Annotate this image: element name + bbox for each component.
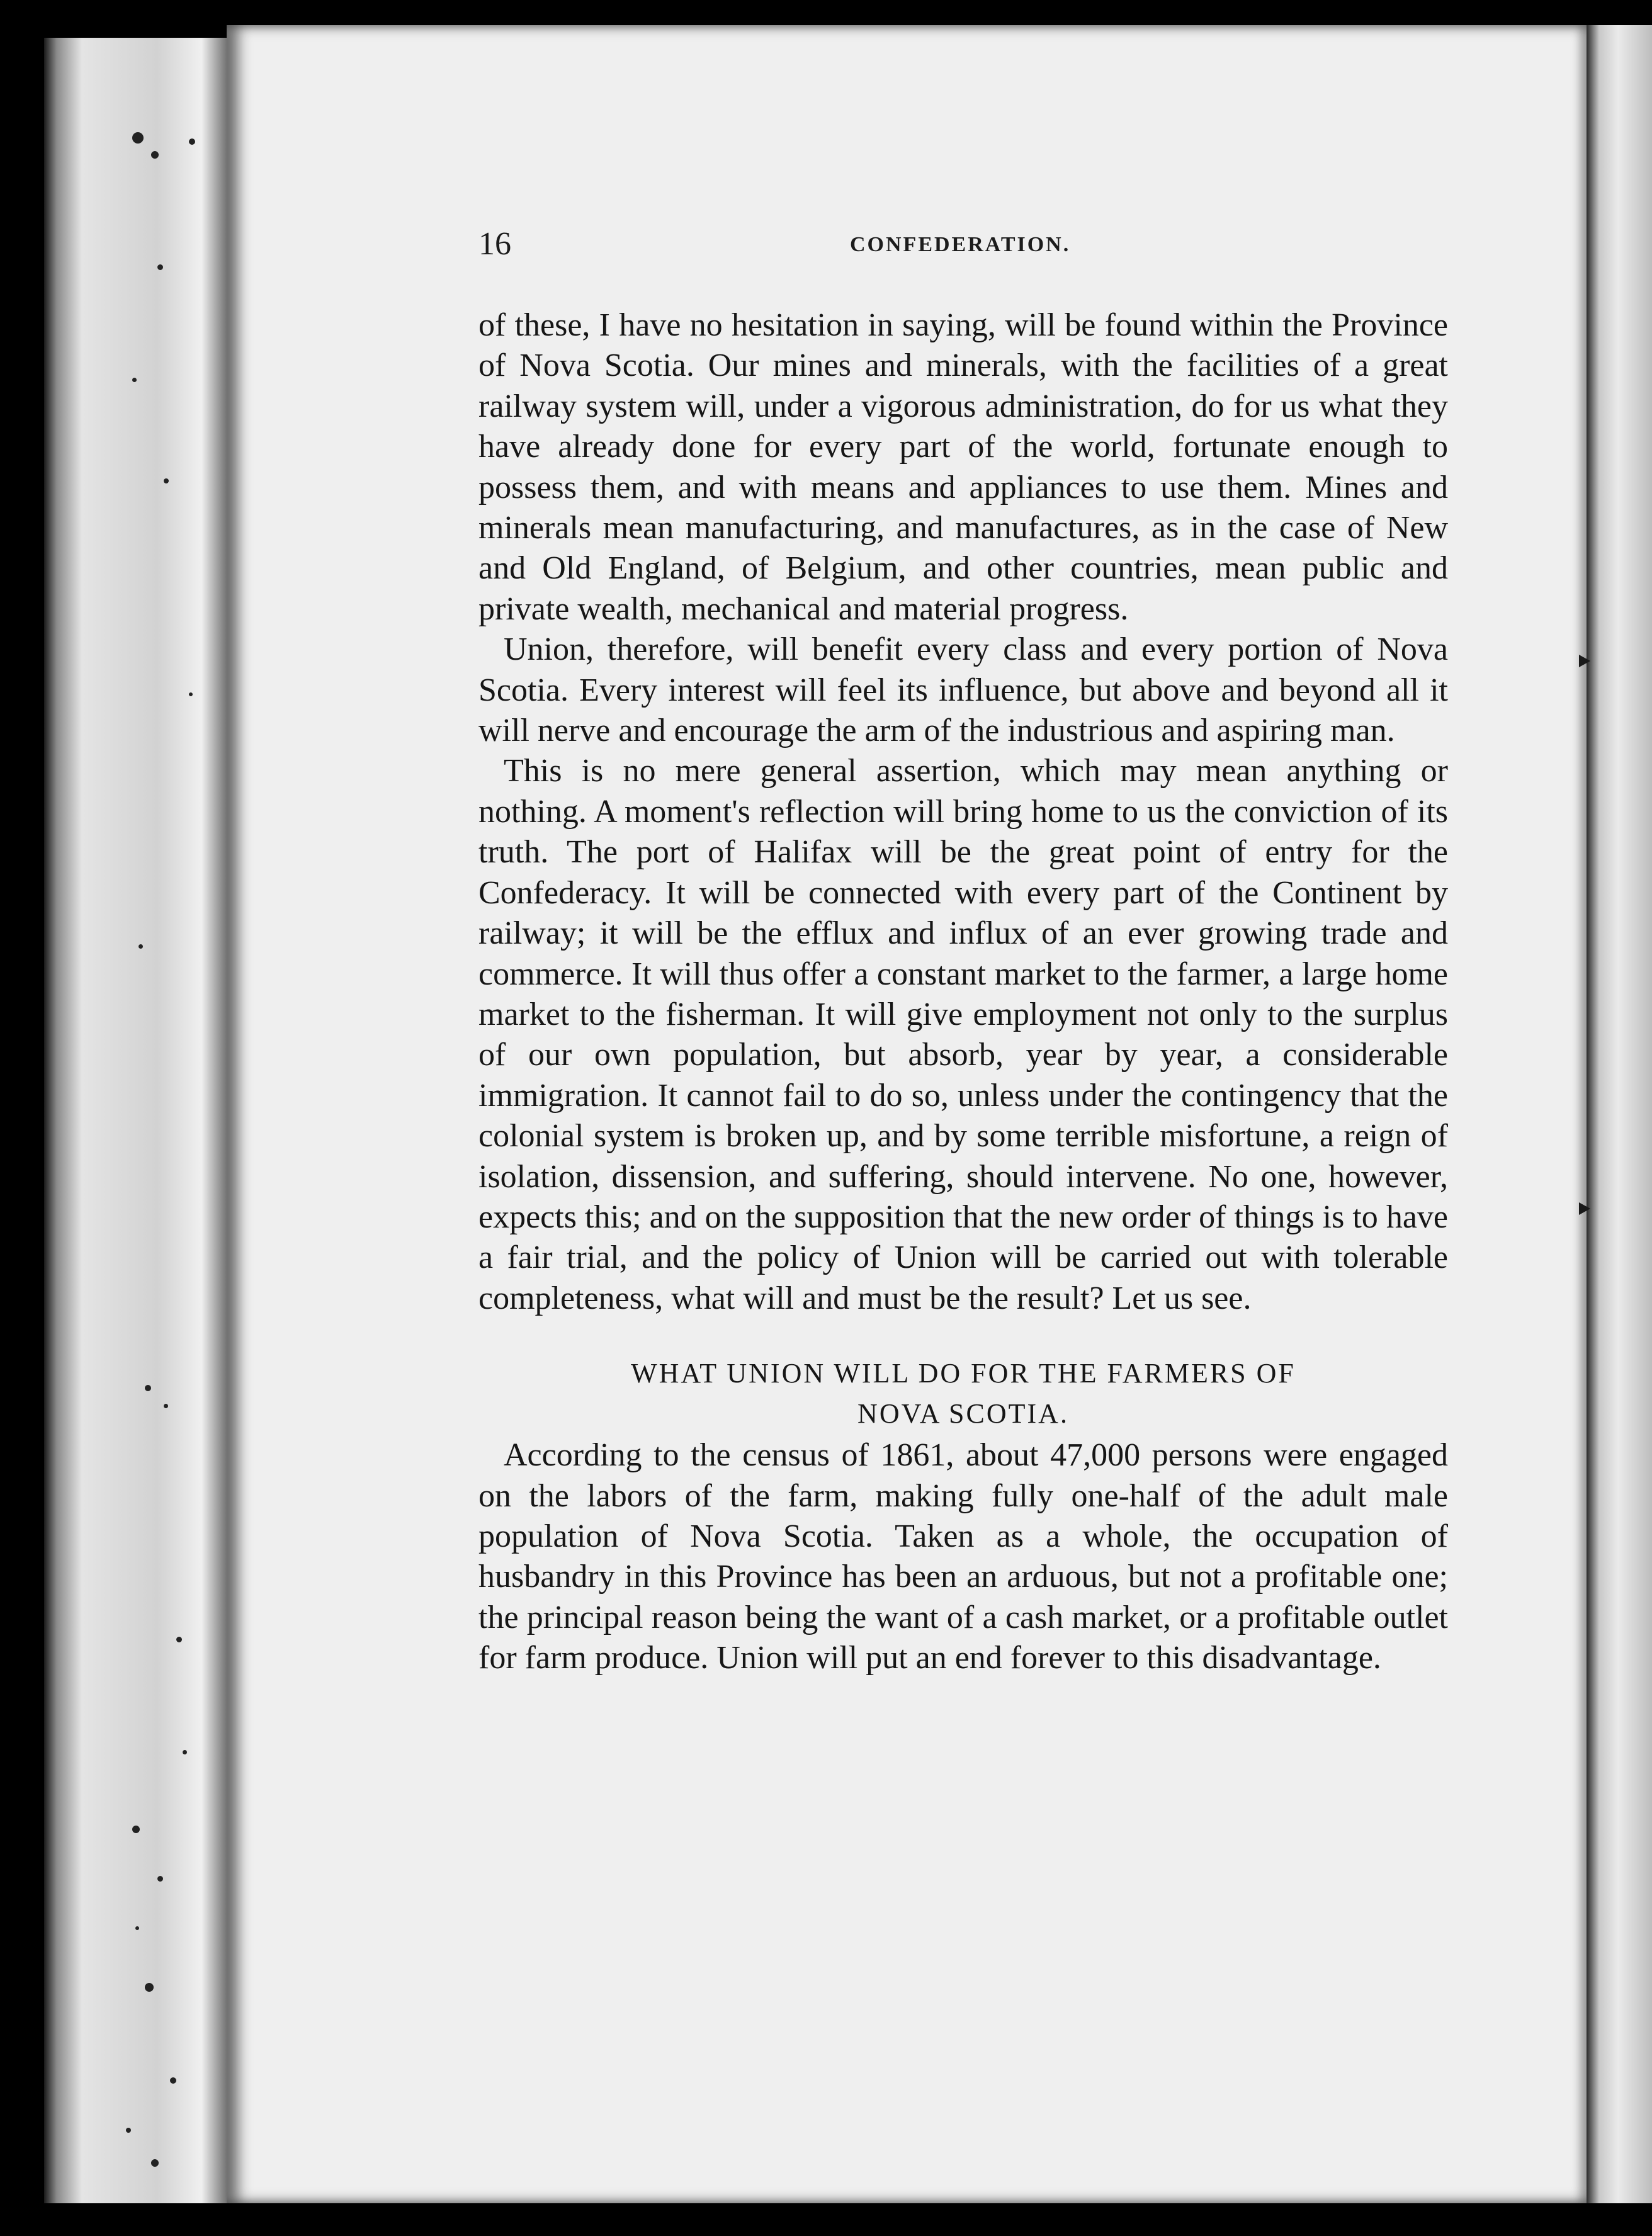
foxing-spot	[157, 1876, 163, 1882]
foxing-spot	[176, 1637, 182, 1642]
foxing-spot	[132, 1826, 140, 1833]
foxing-spot	[135, 1926, 139, 1930]
running-head: CONFEDERATION.	[850, 233, 1071, 256]
foxing-spot	[151, 2159, 159, 2167]
page-header	[478, 225, 1448, 269]
foxing-spot	[126, 2128, 131, 2133]
foxing-spot	[145, 1385, 151, 1391]
foxing-spot	[183, 1750, 187, 1754]
foxing-spot	[132, 132, 144, 144]
foxing-spot	[189, 692, 193, 696]
page-tab-mark	[1579, 1202, 1590, 1215]
paragraph: of these, I have no hesitation in saying, will be found within the Province of Nova Scotia. Our mines and minerals, with the facilities of a great railway system will, under a vigorous administration, do for us what they have already done for every part of the world, fortunate enough to possess them, and with means and appliances to use them. Mines and minerals mean manufacturing, and manufactures, as in the case of New and Old England, of Belgium, and other countries, mean public and private wealth, mechanical and material progress.	[478, 307, 1448, 627]
foxing-spot	[164, 1404, 168, 1408]
foxing-spot	[170, 2077, 176, 2084]
foxing-spot	[157, 264, 163, 270]
page-edge-right	[1587, 25, 1652, 2203]
page-tab-mark	[1579, 655, 1590, 667]
paragraph: Union, therefore, will benefit every class and every portion of Nova Scotia. Every interest will feel its influence, but above and beyond all it will nerve and encourage the arm of the industrious and aspiring man.	[478, 631, 1448, 749]
paragraph: According to the census of 1861, about 47,000 persons were engaged on the labors of the farm, making fully one-half of the adult male population of Nova Scotia. Taken as a whole, the occupation of husbandry in this Province has been an arduous, but not a profitable one; the principal reason being the want of a cash market, or a profitable outlet for farm produce. Union will put an end forever to this disadvantage.	[478, 1437, 1448, 1676]
foxing-spot	[164, 478, 169, 483]
foxing-spot	[139, 944, 143, 949]
paragraph: This is no mere general assertion, which may mean anything or nothing. A moment's reflection will bring home to us the conviction of its truth. The port of Halifax will be the great point of entry for the Confederacy. It will be connected with every part of the Continent by railway; it will be the efflux and influx of an ever growing trade and commerce. It will thus offer a constant market to the farmer, a large home market to the fisherman. It will give employment not only to the surplus of our own population, but absorb, year by year, a considerable immigration. It cannot fail to do so, unless under the contingency that the colonial system is broken up, and by some terrible misfortune, a reign of isolation, dissension, and suffering, should intervene. No one, however, expects this; and on the supposition that the new order of things is to have a fair trial, and the policy of Union will be carried out with tolerable completeness, what will and must be the result? Let us see.	[478, 753, 1448, 1316]
section-heading-line: NOVA SCOTIA.	[857, 1398, 1069, 1430]
foxing-spot	[189, 138, 195, 145]
foxing-spot	[132, 378, 137, 382]
page-number: 16	[478, 226, 511, 262]
section-heading	[478, 1353, 1448, 1434]
foxing-spot	[151, 151, 159, 159]
section-heading-line: WHAT UNION WILL DO FOR THE FARMERS OF	[631, 1358, 1296, 1389]
book-fore-edge	[44, 38, 233, 2203]
body-text	[478, 305, 1448, 1679]
foxing-spot	[145, 1983, 154, 1992]
